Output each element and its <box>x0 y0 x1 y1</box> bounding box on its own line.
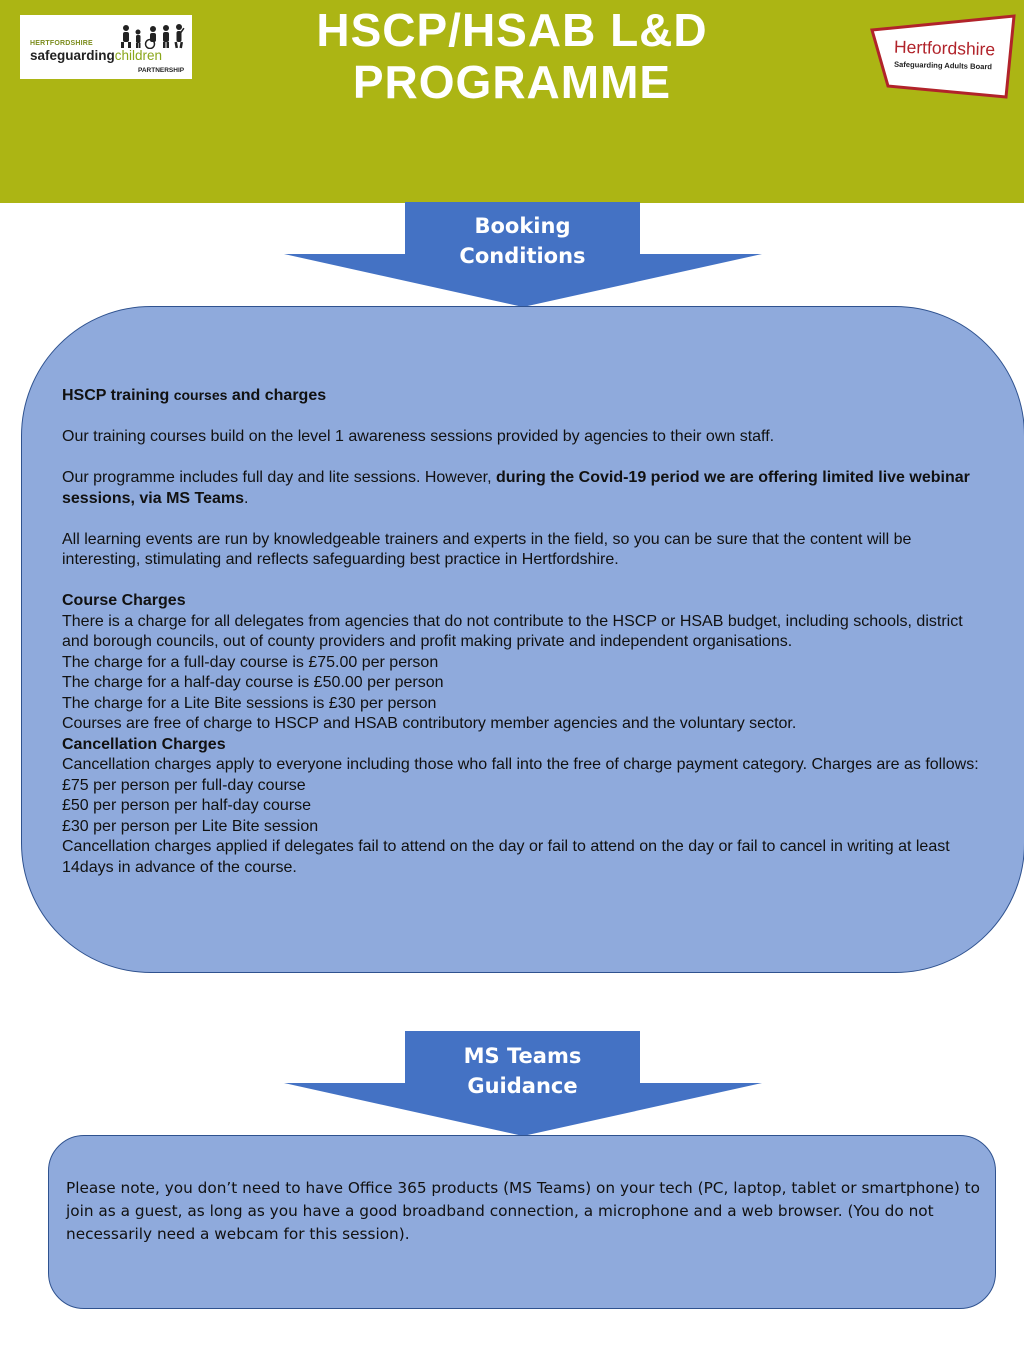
trainers-paragraph: All learning events are run by knowledgeable trainers and experts in the field, so you can be sure that the content will be interesting, stimulating and reflects safeguarding best practice in Hertfordshire. <box>62 530 912 568</box>
cancellation-line: £75 per person per full-day course <box>62 776 306 794</box>
courses-heading: HSCP training courses and charges <box>62 387 327 404</box>
course-charges-line: The charge for a full-day course is £75.00 per person <box>62 653 439 671</box>
programme-paragraph: Our programme includes full day and lite sessions. However, during the Covid-19 period we are offering limited live webinar sessions, via MS Teams. <box>62 469 970 507</box>
cancellation-line: Cancellation charges apply to everyone including those who fall into the free of charge payment category. Charges are as follows: <box>62 756 979 773</box>
title-line-2: PROGRAMME <box>352 56 672 108</box>
logo-partnership-text: PARTNERSHIP <box>138 67 185 74</box>
hertfordshire-adults-board-logo <box>868 14 1016 100</box>
ms-teams-guidance-panel <box>48 1135 996 1309</box>
logo-board-text: Safeguarding Adults Board <box>893 59 993 72</box>
course-charges-line: There is a charge for all delegates from agencies that do not contribute to the HSCP or HSAB budget, including schools, district and borough councils, out of county providers and profit making private and independent organisations. <box>62 612 963 650</box>
cancellation-line: £30 per person per Lite Bite session <box>62 817 319 835</box>
booking-conditions-label: Booking Conditions <box>459 214 586 268</box>
booking-conditions-content <box>62 385 992 878</box>
logo-wordmark: safeguardingchildren <box>30 48 163 63</box>
logo-county-text: HERTFORDSHIRE <box>30 40 93 47</box>
cancellation-line: £50 per person per half-day course <box>62 797 312 814</box>
title-line-1: HSCP/HSAB L&D <box>316 4 708 56</box>
header-band <box>0 0 1024 203</box>
course-charges-heading: Course Charges <box>62 592 186 609</box>
ms-teams-guidance-label: MS Teams Guidance <box>463 1044 582 1098</box>
course-charges-line: The charge for a half-day course is £50.00 per person <box>62 674 444 691</box>
intro-paragraph: Our training courses build on the level 1 awareness sessions provided by agencies to their own staff. <box>62 428 775 445</box>
course-charges-line: Courses are free of charge to HSCP and HSAB contributory member agencies and the voluntary sector. <box>62 715 797 732</box>
cancellation-line: Cancellation charges applied if delegates fail to attend on the day or fail to attend on the day or fail to cancel in writing at least 14days in advance of the course. <box>62 838 950 876</box>
course-charges-line: The charge for a Lite Bite sessions is £30 per person <box>62 694 437 712</box>
booking-conditions-panel <box>21 306 1024 973</box>
people-figures-icon <box>120 23 188 49</box>
page-title <box>250 4 774 108</box>
safeguarding-children-partnership-logo <box>20 15 192 79</box>
logo-name-text: Hertfordshire <box>893 36 996 60</box>
cancellation-charges-heading: Cancellation Charges <box>62 735 226 753</box>
ms-teams-guidance-text: Please note, you don’t need to have Office 365 products (MS Teams) on your tech (PC, laptop, tablet or smartphone) to join as a guest, as long as you have a good broadband connection, a microphone and a web browser. (You do not necessarily need a webcam for this session). <box>66 1179 981 1243</box>
